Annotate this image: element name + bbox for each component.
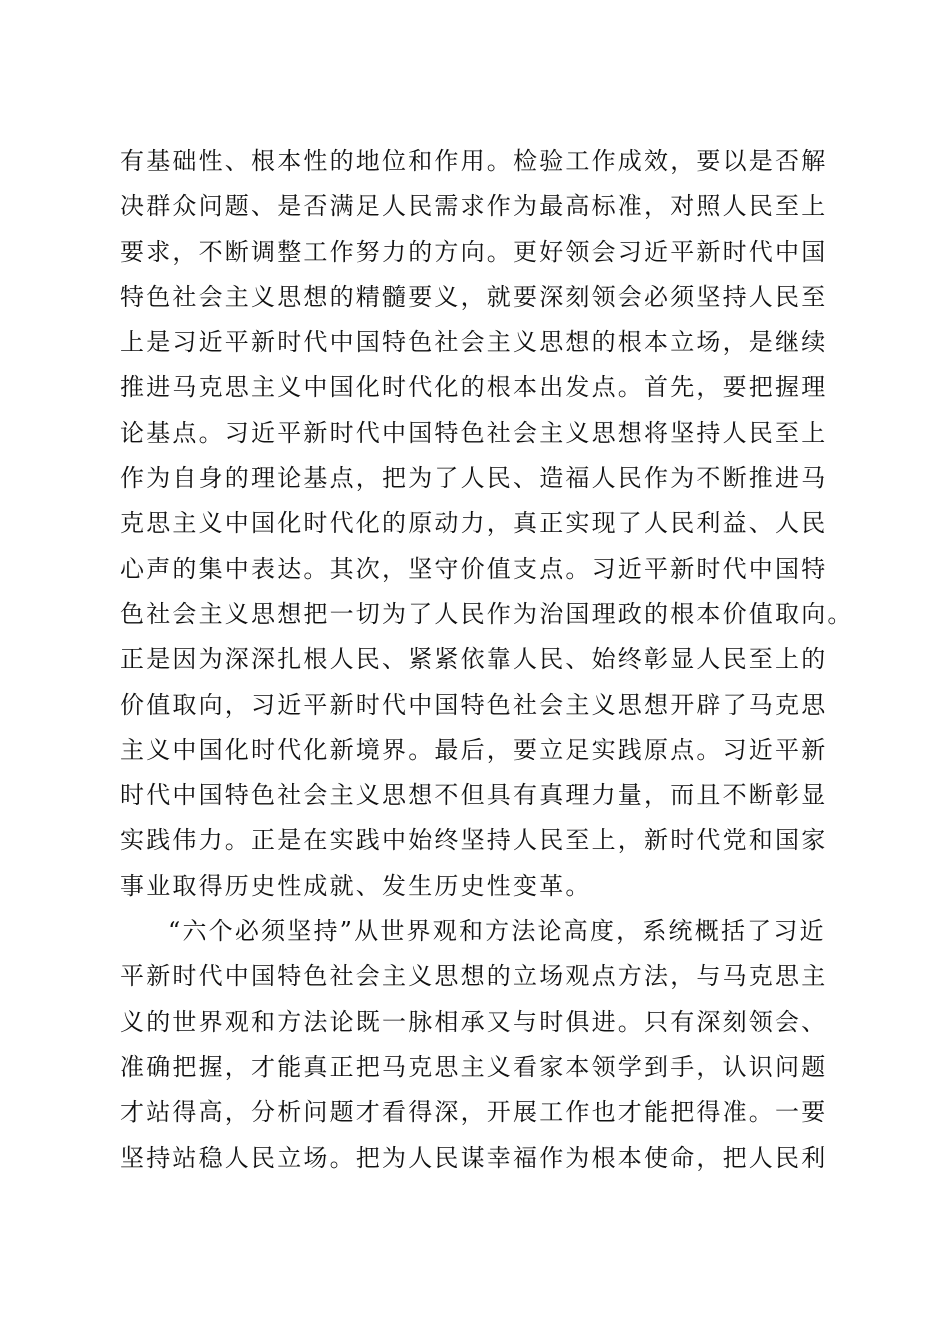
- text-line: 有基础性、根本性的地位和作用。检验工作成效，要以是否解: [120, 147, 828, 175]
- text-line: 上是习近平新时代中国特色社会主义思想的根本立场，是继续: [120, 328, 828, 357]
- text-line: 准确把握，才能真正把马克思主义看家本领学到手，认识问题: [120, 1052, 828, 1081]
- text-line: 实践伟力。正是在实践中始终坚持人民至上，新时代党和国家: [120, 826, 828, 855]
- text-line: 义的世界观和方法论既一脉相承又与时俱进。只有深刻领会、: [120, 1007, 828, 1036]
- text-line: 色社会主义思想把一切为了人民作为治国理政的根本价值取向。: [120, 599, 854, 628]
- text-line: 特色社会主义思想的精髓要义，就要深刻领会必须坚持人民至: [120, 282, 828, 311]
- text-line: 决群众问题、是否满足人民需求作为最高标准，对照人民至上: [120, 192, 828, 221]
- text-line: 要求，不断调整工作努力的方向。更好领会习近平新时代中国: [120, 237, 828, 266]
- text-line: 论基点。习近平新时代中国特色社会主义思想将坚持人民至上: [120, 418, 828, 447]
- text-line: 事业取得历史性成就、发生历史性变革。: [120, 871, 592, 900]
- text-line: 正是因为深深扎根人民、紧紧依靠人民、始终彰显人民至上的: [120, 645, 828, 674]
- text-line: 心声的集中表达。其次，坚守价值支点。习近平新时代中国特: [120, 554, 828, 583]
- text-line: 时代中国特色社会主义思想不但具有真理力量，而且不断彰显: [120, 781, 828, 810]
- text-line: 推进马克思主义中国化时代化的根本出发点。首先，要把握理: [120, 373, 828, 402]
- text-line: 克思主义中国化时代化的原动力，真正实现了人民利益、人民: [120, 509, 828, 538]
- text-line: 主义中国化时代化新境界。最后，要立足实践原点。习近平新: [120, 735, 828, 764]
- text-line: 作为自身的理论基点，把为了人民、造福人民作为不断推进马: [120, 464, 828, 493]
- text-line: 价值取向，习近平新时代中国特色社会主义思想开辟了马克思: [120, 690, 828, 719]
- text-line: 坚持站稳人民立场。把为人民谋幸福作为根本使命，把人民利: [120, 1143, 828, 1172]
- text-line: 平新时代中国特色社会主义思想的立场观点方法，与马克思主: [120, 962, 828, 991]
- text-line: 才站得高，分析问题才看得深，开展工作也才能把得准。一要: [120, 1098, 828, 1127]
- paragraph-first-line: “六个必须坚持”从世界观和方法论高度，系统概括了习近: [168, 917, 826, 946]
- body-text: [120, 139, 854, 1181]
